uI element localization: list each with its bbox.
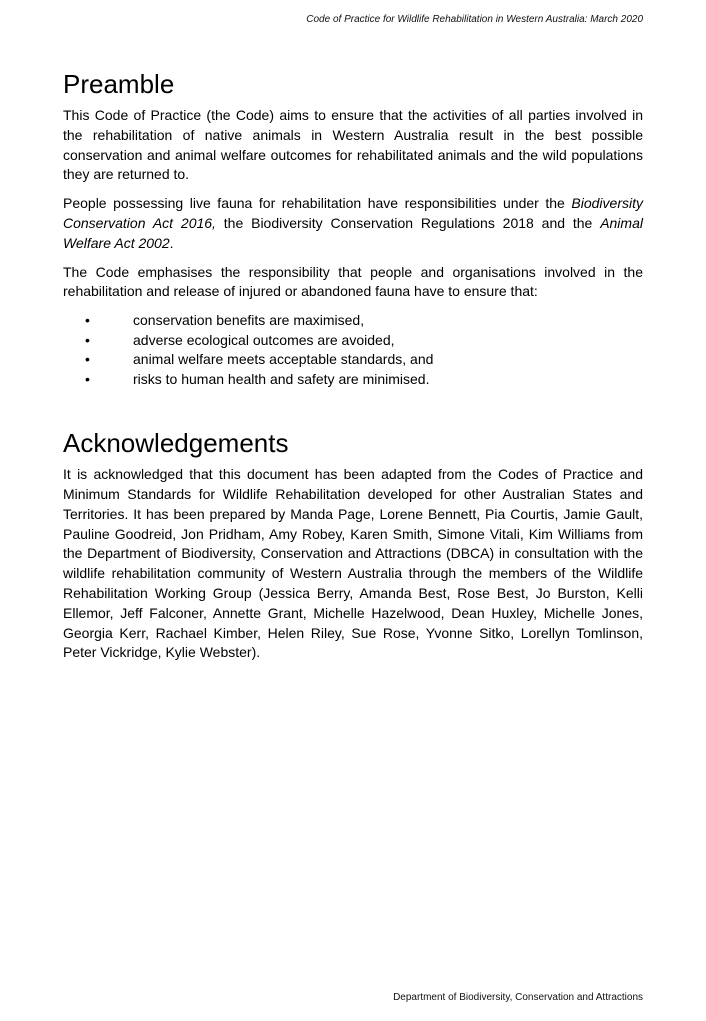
list-item — [63, 331, 643, 351]
preamble-paragraph-2 — [63, 194, 643, 253]
act-title-biodiversity: Biodiversity Conservation Act 2016, — [63, 195, 643, 231]
bullet-icon: • — [85, 312, 90, 329]
bullet-icon: • — [85, 331, 90, 348]
preamble-section — [63, 68, 643, 389]
text: People possessing live fauna for rehabilitation have responsibilities under the — [63, 195, 572, 212]
preamble-heading: Preamble — [63, 69, 175, 99]
text: the Biodiversity Conservation Regulations 2018 and the — [215, 214, 601, 231]
preamble-paragraph-1: This Code of Practice (the Code) aims to ensure that the activities of all parties involved in the rehabilitation of native animals in Western Australia result in the best possible conservation and animal welfare outcomes for rehabilitated animals and the wild populations they are returned to. — [63, 107, 643, 183]
text: . — [169, 234, 174, 251]
bullet-icon: • — [85, 370, 90, 387]
act-title-animal-welfare: Animal Welfare Act 2002 — [63, 214, 643, 251]
list-item-text: conservation benefits are maximised, — [133, 312, 365, 329]
responsibilities-list — [63, 311, 643, 389]
preamble-paragraph-3: The Code emphasises the responsibility that people and organisations involved in the rehabilitation and release of injured or abandoned fauna have to ensure that: — [63, 263, 643, 300]
list-item — [63, 350, 643, 370]
list-item — [63, 311, 643, 331]
running-header: Code of Practice for Wildlife Rehabilitation in Western Australia: March 2020 — [306, 14, 643, 25]
list-item-text: adverse ecological outcomes are avoided, — [133, 331, 395, 348]
bullet-icon: • — [85, 351, 90, 368]
list-item-text: animal welfare meets acceptable standards, and — [133, 351, 434, 368]
acknowledgements-heading: Acknowledgements — [63, 428, 289, 459]
list-item-text: risks to human health and safety are minimised. — [133, 370, 430, 387]
acknowledgements-paragraph: It is acknowledged that this document has been adapted from the Codes of Practice and Minimum Standards for Wildlife Rehabilitation developed for other Australian States and Territories. It has been prepared by Manda Page, Lorene Bennett, Pia Courtis, Jamie Gault, Pauline Goodreid, Jon Pridham, Amy Robey, Karen Smith, Simone Vitali, Kim Williams from the Department of Biodiversity, Conservation and Attractions (DBCA) in consultation with the wildlife rehabilitation community of Western Australia through the members of the Wildlife Rehabilitation Working Group (Jessica Berry, Amanda Best, Rose Best, Jo Burston, Kelli Ellemor, Jeff Falconer, Annette Grant, Michelle Hazelwood, Dean Huxley, Michelle Jones, Georgia Kerr, Rachael Kimber, Helen Riley, Sue Rose, Yvonne Sitko, Lorellyn Tomlinson, Peter Vickridge, Kylie Webster). — [63, 466, 643, 661]
acknowledgements-section — [63, 427, 643, 663]
list-item — [63, 370, 643, 390]
page-footer: Department of Biodiversity, Conservation and Attractions — [393, 992, 643, 1003]
page-content — [63, 68, 643, 672]
